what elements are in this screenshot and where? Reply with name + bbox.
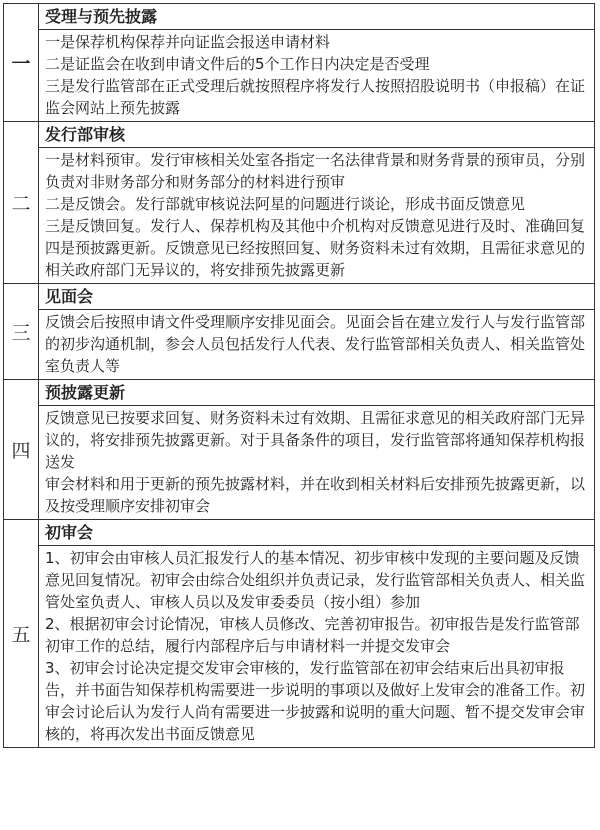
section-title: 预披露更新 [39, 380, 594, 406]
section-body [39, 284, 594, 379]
section-line: 2、根据初审会讨论情况，审核人员修改、完善初审报告。初审报告是发行监管部初审工作的总结，履行内部程序后与申请材料一并提交发审会 [45, 615, 580, 655]
section-line: 反馈会后按照申请文件受理顺序安排见面会。见面会旨在建立发行人与发行监管部的初步沟通机制，参会人员包括发行人代表、发行监管部相关负责人、相关监管处室负责人等 [45, 313, 586, 375]
section-row [4, 4, 594, 121]
section-number: 三 [4, 284, 39, 379]
section-title: 初审会 [39, 520, 594, 546]
section-line: 三是发行监管部在正式受理后就按照程序将发行人按照招股说明书（申报稿）在证监会网站上预先披露 [45, 77, 586, 117]
section-body [39, 380, 594, 519]
section-row [4, 283, 594, 379]
section-text [39, 310, 594, 379]
section-line: 1、初审会由审核人员汇报发行人的基本情况、初步审核中发现的主要问题及反馈意见回复情况。初审会由综合处组织并负责记录，发行监管部相关负责人、相关监管处室负责人、审核人员以及发审委委员（按小组）参加 [45, 549, 586, 611]
section-row [4, 519, 594, 747]
process-table [3, 3, 595, 748]
section-number: 四 [4, 380, 39, 519]
section-line: 反馈意见已按要求回复、财务资料未过有效期、且需征求意见的相关政府部门无异议的，将安排预先披露更新。对于具备条件的项目，发行监管部将通知保荐机构报送发 [45, 409, 586, 471]
section-row [4, 121, 594, 283]
section-number: 一 [4, 4, 39, 121]
section-title: 发行部审核 [39, 122, 594, 148]
section-text [39, 406, 594, 519]
section-body [39, 4, 594, 121]
section-line: 二是证监会在收到申请文件后的5个工作日内决定是否受理 [45, 55, 430, 73]
section-line: 审会材料和用于更新的预先披露材料，并在收到相关材料后安排预先披露更新，以及按受理顺序安排初审会 [45, 475, 586, 515]
section-title: 见面会 [39, 284, 594, 310]
section-text [39, 30, 594, 121]
section-number: 二 [4, 122, 39, 283]
section-body [39, 122, 594, 283]
section-text [39, 148, 594, 283]
section-text [39, 546, 594, 747]
section-line: 四是预披露更新。反馈意见已经按照回复、财务资料未过有效期，且需征求意见的相关政府部门无异议的，将安排预先披露更新 [45, 239, 586, 279]
section-line: 一是保荐机构保荐并向证监会报送申请材料 [45, 33, 331, 51]
section-line: 三是反馈回复。发行人、保荐机构及其他中介机构对反馈意见进行及时、准确回复 [45, 217, 586, 235]
section-body [39, 520, 594, 747]
section-row [4, 379, 594, 519]
section-line: 一是材料预审。发行审核相关处室各指定一名法律背景和财务背景的预审员，分别负责对非财务部分和财务部分的材料进行预审 [45, 151, 586, 191]
section-line: 二是反馈会。发行部就审核说法阿星的问题进行谈论，形成书面反馈意见 [45, 195, 526, 213]
section-line: 3、初审会讨论决定提交发审会审核的，发行监管部在初审会结束后出具初审报告，并书面告知保荐机构需要进一步说明的事项以及做好上发审会的准备工作。初审会讨论后认为发行人尚有需要进一步披露和说明的重大问题、暂不提交发审会审核的，将再次发出书面反馈意见 [45, 659, 586, 743]
section-number: 五 [4, 520, 39, 747]
section-title: 受理与预先披露 [39, 4, 594, 30]
